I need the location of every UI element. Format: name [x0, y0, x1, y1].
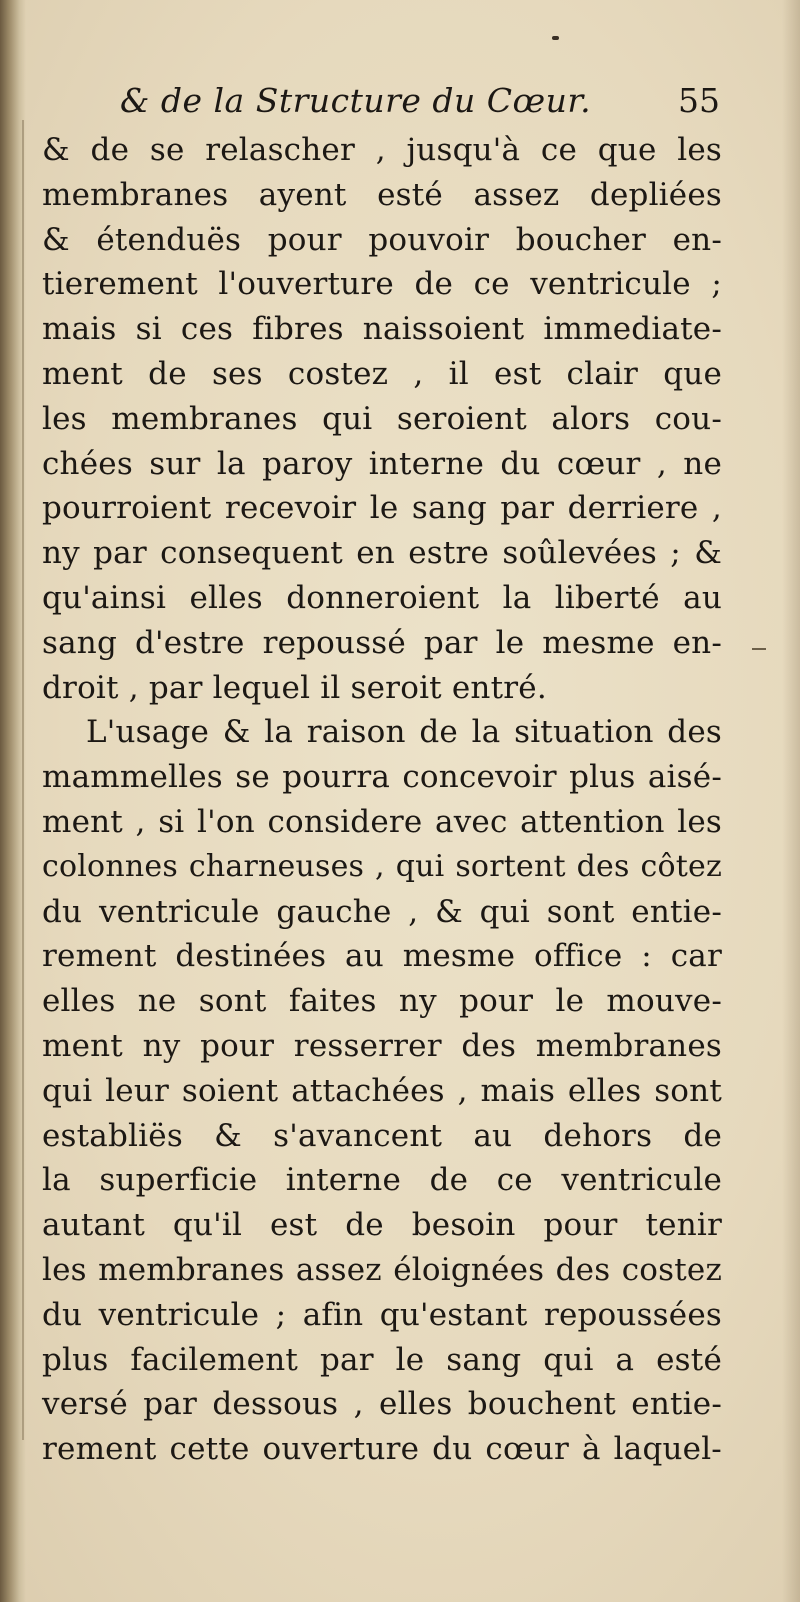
- running-title: & de la Structure du Cœur.: [120, 81, 592, 120]
- text-line: ny par consequent en estre soûlevées ; &: [42, 535, 722, 572]
- page-number: 55: [678, 81, 720, 120]
- text-line: la superficie interne de ce ventricule: [42, 1162, 722, 1199]
- text-line: elles ne sont faites ny pour le mouve-: [42, 983, 722, 1020]
- text-line: L'usage & la raison de la situation des: [86, 714, 722, 751]
- page-edge-shadow: [782, 0, 800, 1602]
- ink-mark: [552, 36, 559, 40]
- running-head: [120, 78, 720, 124]
- text-line: du ventricule gauche , & qui sont entie-: [42, 893, 722, 930]
- text-line: establiës & s'avancent au dehors de: [42, 1117, 722, 1154]
- text-line: pourroient recevoir le sang par derriere ,: [42, 490, 722, 527]
- text-line: autant qu'il est de besoin pour tenir: [42, 1207, 722, 1244]
- text-line: chées sur la paroy interne du cœur , ne: [42, 445, 722, 482]
- text-line: plus facilement par le sang qui a esté: [42, 1341, 722, 1378]
- text-line: qui leur soient attachées , mais elles sont: [42, 1072, 722, 1109]
- text-line: membranes ayent esté assez depliées: [42, 176, 722, 213]
- text-line: ment ny pour resserrer des membranes: [42, 1027, 722, 1064]
- margin-mark: [752, 648, 766, 650]
- text-line: rement cette ouverture du cœur à laquel-: [42, 1431, 722, 1468]
- text-line: mammelles se pourra concevoir plus aisé-: [42, 759, 722, 796]
- text-line: & étenduës pour pouvoir boucher en-: [42, 221, 722, 258]
- text-line: les membranes assez éloignées des costez: [42, 1251, 722, 1288]
- text-line: les membranes qui seroient alors cou-: [42, 400, 722, 437]
- text-line: du ventricule ; afin qu'estant repoussées: [42, 1296, 722, 1333]
- text-line: & de se relascher , jusqu'à ce que les: [42, 132, 722, 168]
- text-line: qu'ainsi elles donneroient la liberté au: [42, 579, 722, 616]
- text-line: ment , si l'on considere avec attention les: [42, 803, 722, 840]
- text-line: ment de ses costez , il est clair que: [42, 355, 722, 392]
- text-line: mais si ces fibres naissoient immediate-: [42, 311, 722, 348]
- text-line: rement destinées au mesme office : car: [42, 938, 722, 975]
- body-text: [42, 128, 722, 1472]
- text-line: versé par dessous , elles bouchent entie-: [42, 1386, 722, 1423]
- gutter-line: [22, 120, 24, 1440]
- text-line: sang d'estre repoussé par le mesme en-: [42, 624, 722, 661]
- text-line: colonnes charneuses , qui sortent des côtez: [42, 848, 722, 884]
- text-line: tierement l'ouverture de ce ventricule ;: [42, 266, 722, 303]
- text-line: droit , par lequel il seroit entré.: [42, 669, 547, 706]
